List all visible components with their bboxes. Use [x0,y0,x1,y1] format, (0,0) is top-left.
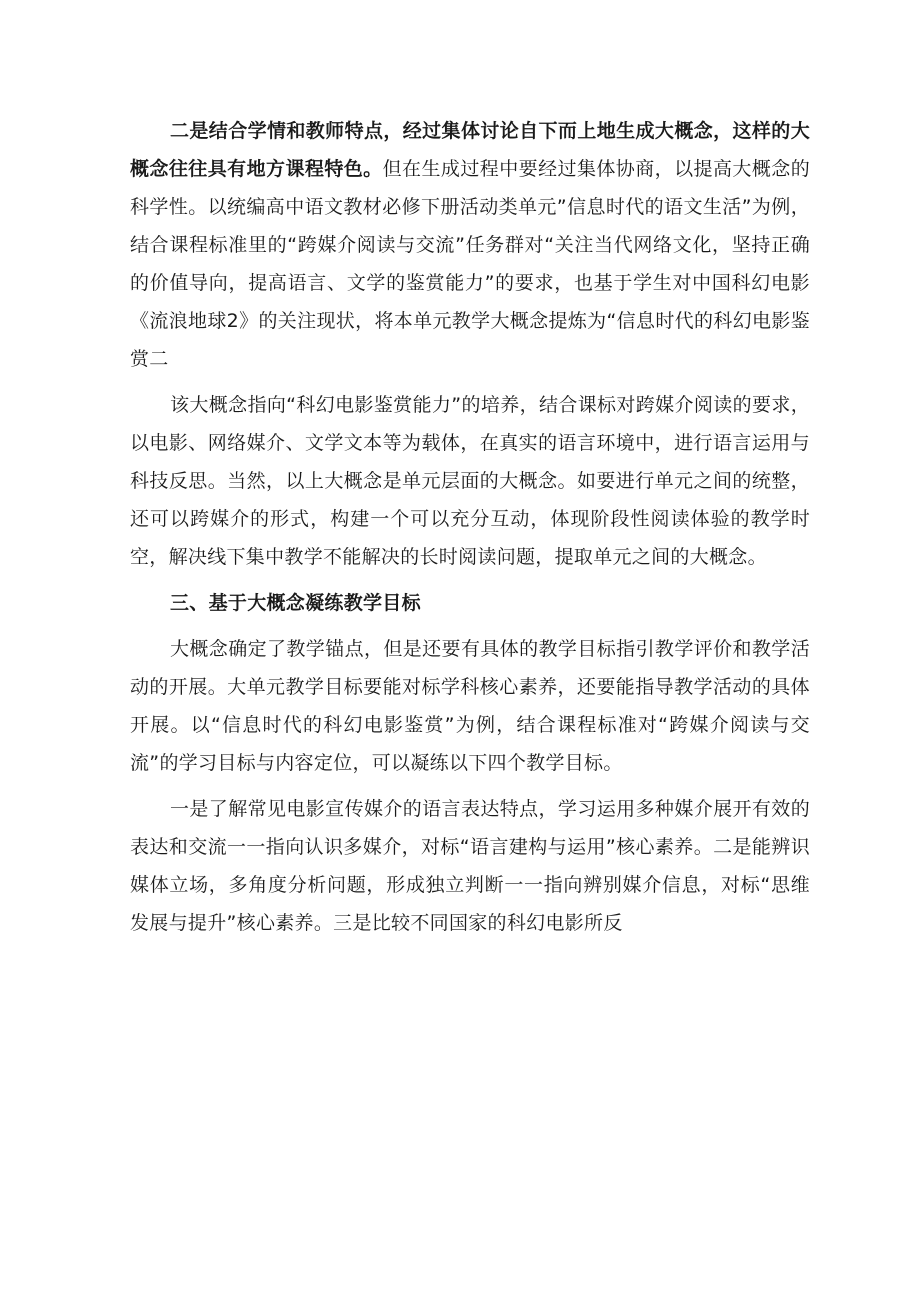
section-heading-3: 三、基于大概念凝练教学目标 [170,592,421,614]
paragraph-body: 但在生成过程中要经过集体协商，以提高大概念的科学性。以统编高中语文教材必修下册活动类单元”信息时代的语文生活”为例，结合课程标准里的“跨媒介阅读与交流”任务群对“关注当代网络文化，坚持正确的价值导向，提高语言、文学的鉴赏能力”的要求，也基于学生对中国科幻电影《流浪地球2》的关注现状，将本单元教学大概念提炼为“信息时代的科幻电影鉴赏二 [130,158,810,370]
paragraph-teaching-goals: 大概念确定了教学锚点，但是还要有具体的教学目标指引教学评价和教学活动的开展。大单元教学目标要能对标学科核心素养，还要能指导教学活动的具体开展。以“信息时代的科幻电影鉴赏”为例，结合课程标准对“跨媒介阅读与交流”的学习目标与内容定位，可以凝练以下四个教学目标。 [130,638,810,774]
paragraph-goal-list: 一是了解常见电影宣传媒介的语言表达特点，学习运用多种媒介展开有效的表达和交流一一指向认识多媒介，对标“语言建构与运用”核心素养。二是能辨识媒体立场，多角度分析问题，形成独立判断一一指向辨别媒介信息，对标“思维发展与提升”核心素养。三是比较不同国家的科幻电影所反 [130,798,810,934]
paragraph-concept-orientation: 该大概念指向“科幻电影鉴赏能力”的培养，结合课标对跨媒介阅读的要求，以电影、网络媒介、文学文本等为载体，在真实的语言环境中，进行语言运用与科技反思。当然，以上大概念是单元层面的大概念。如要进行单元之间的统整，还可以跨媒介的形式，构建一个可以充分互动，体现阶段性阅读体验的教学时空，解决线下集中教学不能解决的长时阅读问题，提取单元之间的大概念。 [130,394,810,568]
paragraph-concept-generation [130,112,810,378]
paragraph-lead-bold: 二是结合学情和教师特点，经过集体讨论自下而上地生成大概念，这样的大概念往往具有地方课程特色。 [130,120,810,180]
